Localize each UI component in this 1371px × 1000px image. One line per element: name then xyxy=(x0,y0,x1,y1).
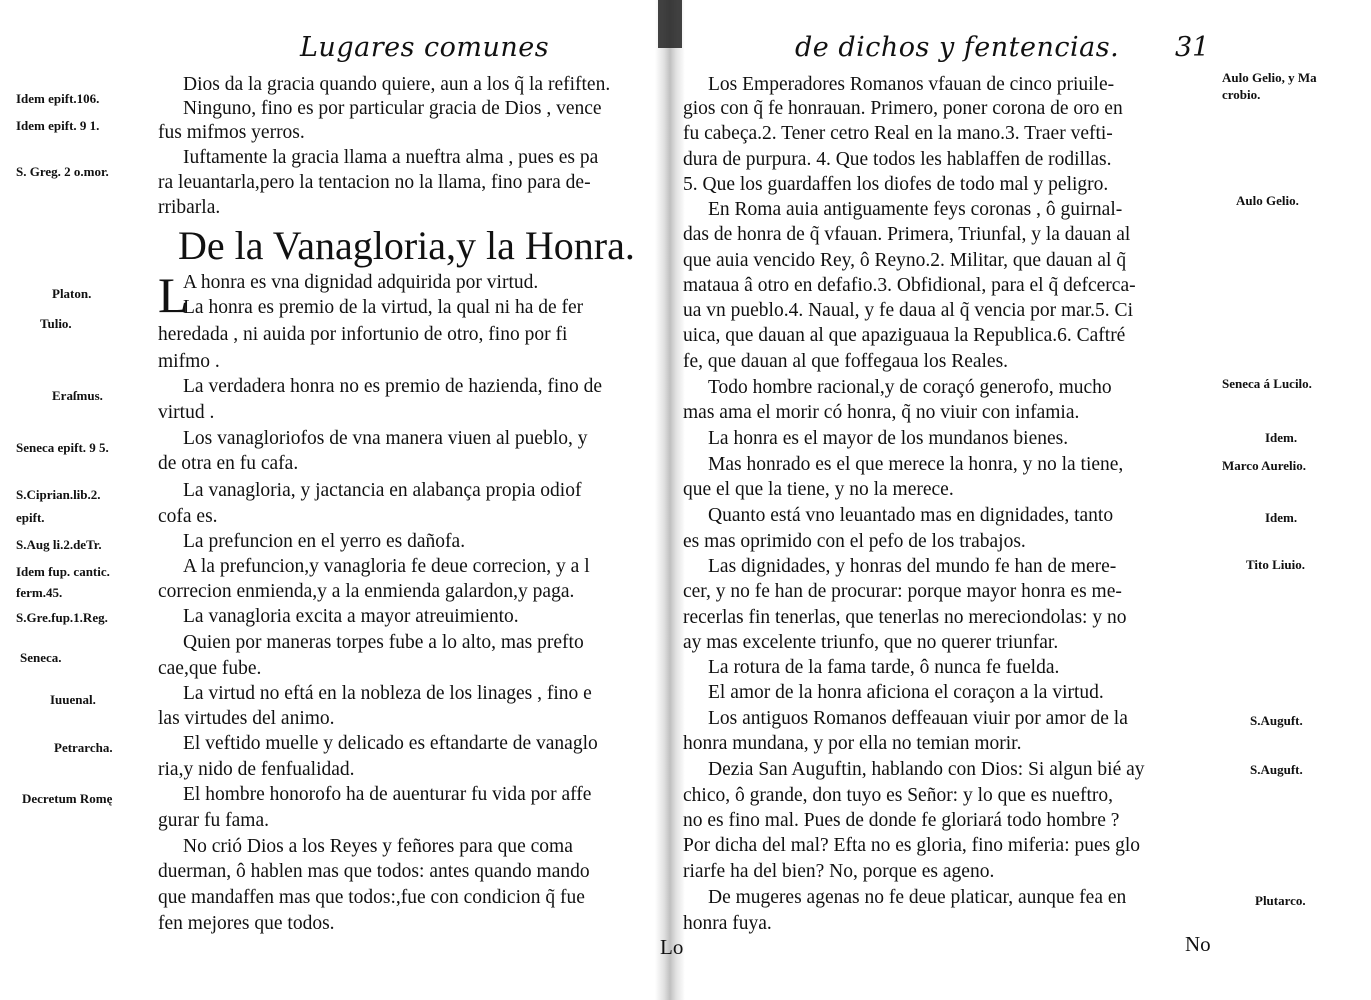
marginal-note: Tito Liuio. xyxy=(1246,557,1306,572)
text-line: recerlas fin tenerlas, que tenerlas no mereciondolas: y no xyxy=(683,607,1127,628)
text-line: La verdadera honra no es premio de hazienda, fino de xyxy=(183,376,603,397)
marginal-note: S.Auguft. xyxy=(1250,762,1303,777)
marginal-note: ferm.45. xyxy=(16,585,63,600)
text-line: ua vn pueblo.4. Naual, y fe daua al q̃ vencia por mar.5. Ci xyxy=(683,300,1133,321)
text-line: fu cabeça.2. Tener cetro Real en la mano.3. Traer vefti- xyxy=(683,123,1113,144)
section-title: De la Vanagloria,y la Honra. xyxy=(178,223,635,268)
text-line: gios con q̃ fe honrauan. Primero, poner corona de oro en xyxy=(683,98,1123,119)
text-line: ria,y nido de fenfualidad. xyxy=(158,759,355,780)
text-line: 5. Que los guardaffen los diofes de todo mal y peligro. xyxy=(683,174,1109,195)
right-running-head: de dichos y fentencias. xyxy=(795,32,1120,63)
text-line: Iuftamente la gracia llama a nueftra alma , pues es pa xyxy=(183,147,599,168)
marginal-note: Plutarco. xyxy=(1255,893,1306,908)
drop-capital: L xyxy=(158,267,189,323)
marginal-note: Petrarcha. xyxy=(54,740,113,755)
page-number: 31 xyxy=(1175,32,1210,63)
text-line: dura de purpura. 4. Que todos les hablaffen de rodillas. xyxy=(683,149,1112,170)
text-line: Las dignidades, y honras del mundo fe han de mere- xyxy=(708,556,1117,577)
text-line: Los antiguos Romanos deffeauan viuir por amor de la xyxy=(708,708,1128,729)
text-line: La honra es premio de la virtud, la qual ni ha de fer xyxy=(183,297,584,318)
text-line: mifmo . xyxy=(158,351,220,372)
text-line: virtud . xyxy=(158,402,215,423)
marginal-note: Marco Aurelio. xyxy=(1222,458,1307,473)
left-running-head: Lugares comunes xyxy=(300,32,550,63)
gutter-shadow xyxy=(658,0,682,48)
marginal-note: Idem fup. cantic. xyxy=(16,564,110,579)
marginal-note: Eraſmus. xyxy=(52,388,103,403)
marginal-note: Idem. xyxy=(1265,430,1298,445)
text-line: fus mifmos yerros. xyxy=(158,122,305,143)
text-line: El veftido muelle y delicado es eftandarte de vanaglo xyxy=(183,733,598,754)
marginal-note: Platon. xyxy=(52,286,92,301)
text-line: riarfe ha del bien? No, porque es ageno. xyxy=(683,861,995,882)
text-line: cae,que fube. xyxy=(158,658,262,679)
marginal-note: S.Aug li.2.deTr. xyxy=(16,537,102,552)
marginal-note: Seneca. xyxy=(20,650,62,665)
text-line: Ninguno, fino es por particular gracia de Dios , vence xyxy=(183,98,602,119)
text-line: Los Emperadores Romanos vfauan de cinco priuile- xyxy=(708,74,1115,95)
text-line: Quanto está vno leuantado mas en dignidades, tanto xyxy=(708,505,1114,526)
text-line: Todo hombre racional,y de coraçó generofo, mucho xyxy=(708,377,1112,398)
marginal-note: Seneca epift. 9 5. xyxy=(16,440,109,455)
text-line: heredada , ni auida por infortunio de otro, fino por fi xyxy=(158,324,568,345)
text-line: fe, que dauan al que foffegaua los Reales. xyxy=(683,351,1009,372)
text-line: correcion enmienda,y a la enmienda galardon,y paga. xyxy=(158,581,575,602)
marginal-note: Aulo Gelio. xyxy=(1236,193,1299,208)
text-line: Dezia San Auguftin, hablando con Dios: Si algun bié ay xyxy=(708,759,1145,780)
text-line: cofa es. xyxy=(158,506,218,527)
marginal-note: Iuuenal. xyxy=(50,692,96,707)
text-line: De mugeres agenas no fe deue platicar, aunque fea en xyxy=(708,887,1127,908)
text-line: La prefuncion en el yerro es dañofa. xyxy=(183,531,466,552)
text-line: las virtudes del animo. xyxy=(158,708,335,729)
text-line: honra fuya. xyxy=(683,913,772,934)
text-line: La vanagloria, y jactancia en alabança propia odiof xyxy=(183,480,582,501)
text-line: das de honra de q̃ vfauan. Primera, Triunfal, y la dauan al xyxy=(683,224,1131,245)
text-line: que mandaffen mas que todos:,fue con condicion q̃ fue xyxy=(158,887,585,908)
text-line: A la prefuncion,y vanagloria fe deue correcion, y a l xyxy=(183,556,590,577)
text-line: honra mundana, y por ella no temian morir. xyxy=(683,733,1022,754)
marginal-note: S. Greg. 2 o.mor. xyxy=(16,164,109,179)
text-line: ay mas excelente triunfo, que no querer triunfar. xyxy=(683,632,1059,653)
marginal-note: Aulo Gelio, y Ma xyxy=(1222,70,1317,85)
marginal-note: S.Gre.fup.1.Reg. xyxy=(16,610,108,625)
catchword: Lo xyxy=(660,935,684,959)
text-line: mas ama el morir có honra, q̃ no viuir con infamia. xyxy=(683,402,1080,423)
marginal-note: epift. xyxy=(16,510,45,525)
catchword: No xyxy=(1185,932,1211,956)
text-line: Los vanagloriofos de vna manera viuen al pueblo, y xyxy=(183,428,588,449)
text-line: La rotura de la fama tarde, ô nunca fe fuelda. xyxy=(708,657,1060,678)
text-line: uica, que dauan al que apaziguaua la Republica.6. Caftré xyxy=(683,325,1126,346)
text-line: que el que la tiene, y no la merece. xyxy=(683,479,954,500)
text-line: La honra es el mayor de los mundanos bienes. xyxy=(708,428,1069,449)
text-line: chico, ô grande, don tuyo es Señor: y lo que es nueftro, xyxy=(683,785,1113,806)
text-line: Dios da la gracia quando quiere, aun a los q̃ la refiften. xyxy=(183,74,611,95)
marginal-note: Tulio. xyxy=(40,316,72,331)
text-line: En Roma auia antiguamente feys coronas , ô guirnal- xyxy=(708,199,1123,220)
text-line: rribarla. xyxy=(158,197,221,218)
text-line: Mas honrado es el que merece la honra, y no la tiene, xyxy=(708,454,1124,475)
text-line: gurar fu fama. xyxy=(158,810,269,831)
marginal-note: Idem. xyxy=(1265,510,1298,525)
marginal-note: S.Auguft. xyxy=(1250,713,1303,728)
text-line: cer, y no fe han de procurar: porque mayor honra es me- xyxy=(683,581,1122,602)
text-line: no es fino mal. Pues de donde fe gloriará todo hombre ? xyxy=(683,810,1120,831)
text-line: Por dicha del mal? Efta no es gloria, fino miferia: pues glo xyxy=(683,835,1141,856)
book-gutter xyxy=(655,0,685,1000)
marginal-note: Decretum Romę xyxy=(22,791,113,806)
text-line: El hombre honorofo ha de auenturar fu vida por affe xyxy=(183,784,592,805)
text-line: es mas oprimido con el pefo de los trabajos. xyxy=(683,531,1026,552)
text-line: Quien por maneras torpes fube a lo alto, mas prefto xyxy=(183,632,584,653)
marginal-note: Idem epift.106. xyxy=(16,91,100,106)
text-line: que auia vencido Rey, ô Reyno.2. Militar, que dauan al q̃ xyxy=(683,250,1127,271)
text-line: de otra en fu cafa. xyxy=(158,453,299,474)
text-line: La vanagloria excita a mayor atreuimiento. xyxy=(183,606,519,627)
text-line: ra leuantarla,pero la tentacion no la llama, fino para de- xyxy=(158,172,591,193)
text-line: A honra es vna dignidad adquirida por virtud. xyxy=(183,272,539,293)
text-line: mataua â otro en defafio.3. Obfidional, para el q̃ defcerca- xyxy=(683,275,1136,296)
marginal-note: Idem epift. 9 1. xyxy=(16,118,100,133)
marginal-note: S.Ciprian.lib.2. xyxy=(16,487,101,502)
text-line: fen mejores que todos. xyxy=(158,913,335,934)
text-line: La virtud no eftá en la nobleza de los linages , fino e xyxy=(183,683,592,704)
marginal-note: crobio. xyxy=(1222,87,1261,102)
text-line: No crió Dios a los Reyes y feñores para que coma xyxy=(183,836,573,857)
marginal-note: Seneca á Lucilo. xyxy=(1222,376,1312,391)
text-line: El amor de la honra aficiona el coraçon a la virtud. xyxy=(708,682,1104,703)
text-line: duerman, ô hablen mas que todos: antes quando mando xyxy=(158,861,590,882)
